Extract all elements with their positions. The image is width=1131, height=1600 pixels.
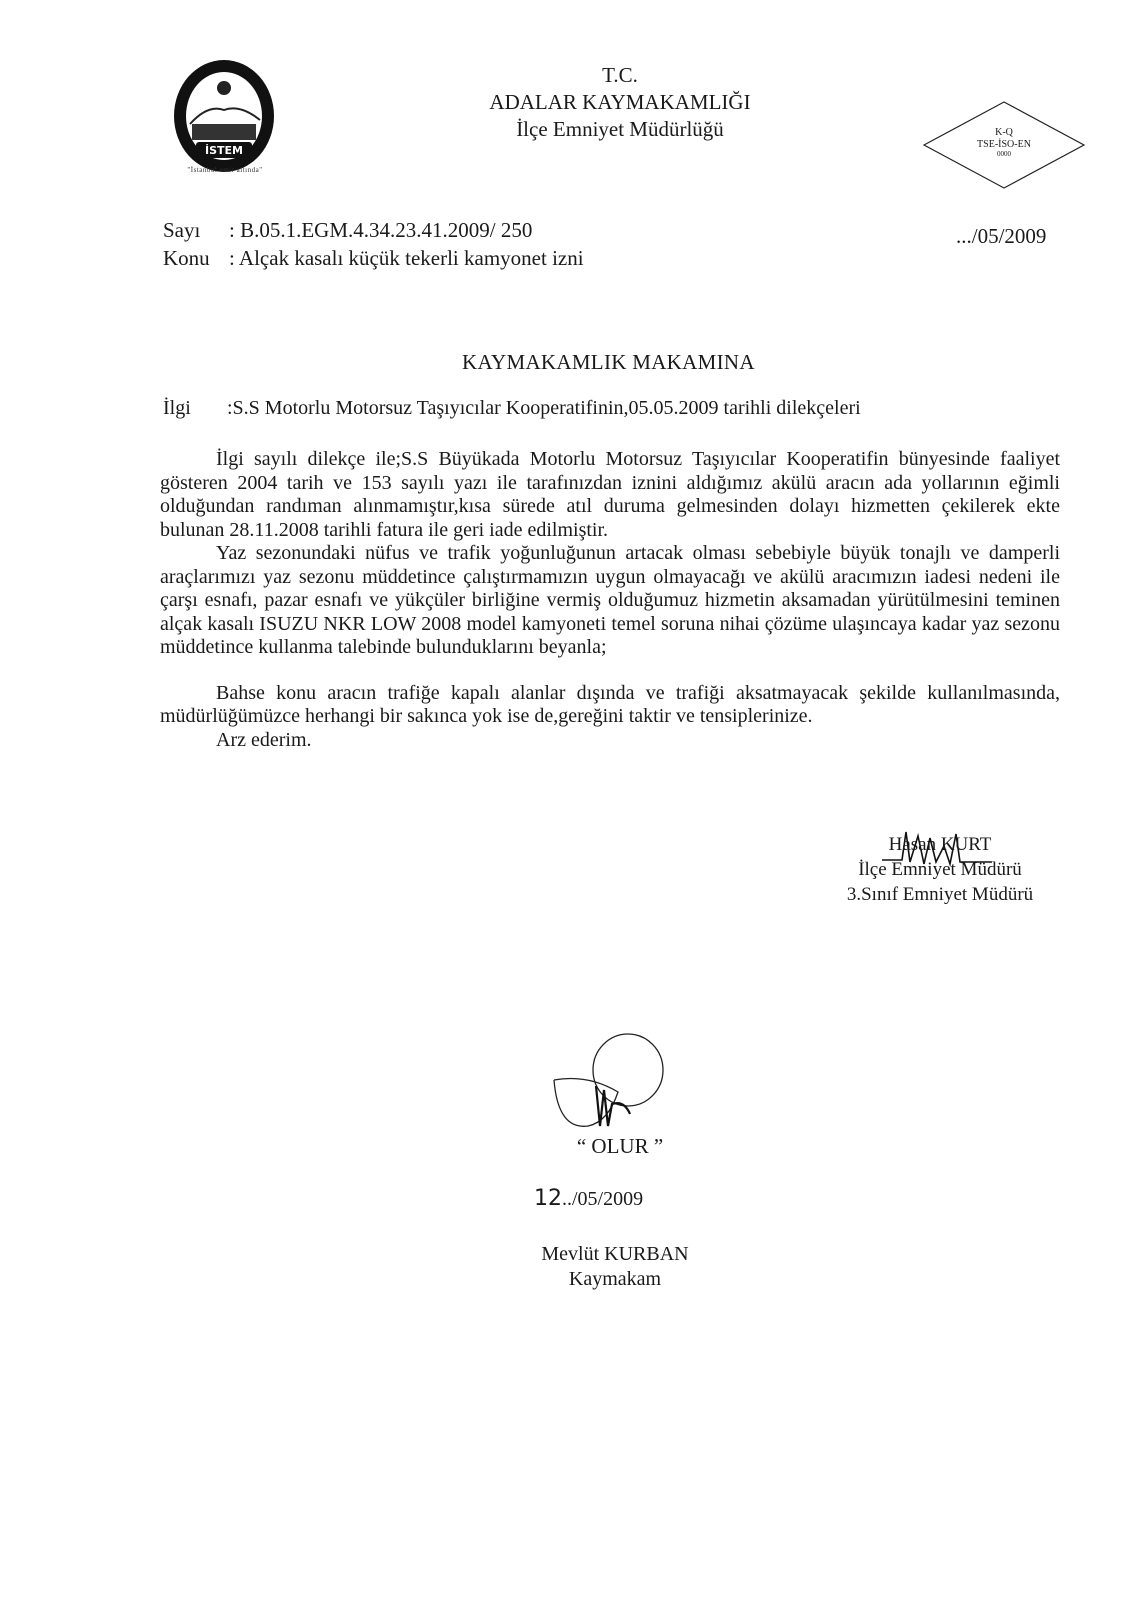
approver-name: Mevlüt KURBAN <box>541 1243 689 1265</box>
closing: Arz ederim. <box>216 728 312 751</box>
konu-label: Konu <box>163 246 210 270</box>
approval-signature-icon <box>548 1030 678 1140</box>
reference-value: :S.S Motorlu Motorsuz Taşıyıcılar Kooperatifinin,05.05.2009 tarihli dilekçeleri <box>227 397 861 419</box>
approval-date-handwritten: 12 <box>534 1186 562 1211</box>
reference-line <box>163 397 861 420</box>
approval-label: “ OLUR ” <box>576 1134 664 1158</box>
approval-date-rest: ../05/2009 <box>562 1188 644 1210</box>
header-line-1: T.C. <box>602 63 638 87</box>
konu-row <box>163 244 584 272</box>
document-meta <box>163 216 584 272</box>
approval-date <box>534 1186 643 1211</box>
body-paragraph-2: Yaz sezonundaki nüfus ve trafik yoğunluğunun artacak olması sebebiyle büyük tonajlı ve damperli araçlarımızı yaz sezonu müddetince çalıştırmamızın uygun olmayacağı ve akülü aracımızın iadesi nedeni ile çarşı esnafı, pazar esnafı ve yükçüler birliğine vermiş olduğumuz hizmetin aksamadan yürütülmesini teminen alçak kasalı ISUZU NKR LOW 2008 model kamyoneti temel soruna nihai çözüme ulaşıncaya kadar yaz sezonu müddetince kullanma talebinde bulunduklarını beyanla; <box>160 542 1060 658</box>
body-paragraph-1: İlgi sayılı dilekçe ile;S.S Büyükada Motorlu Motorsuz Taşıyıcılar Kooperatifin bünyesinde faaliyet gösteren 2004 tarih ve 153 sayılı yazı ile tarafınızdan iznini aldığımız akülü aracın ada yollarının eğimli olduğundan randıman alınmamıştır,kısa sürede atıl duruma gelmesinden dolayı hizmetten çekilerek ekte bulunan 28.11.2008 tarihli fatura ile geri iade edilmiştir. <box>160 448 1060 541</box>
addressee: KAYMAKAMLIK MAKAMINA <box>462 350 755 374</box>
svg-text:İSTEM: İSTEM <box>205 144 243 157</box>
police-logo <box>168 58 280 178</box>
approver-title: Kaymakam <box>568 1268 662 1290</box>
signatory-title-2: 3.Sınıf Emniyet Müdürü <box>846 884 1034 905</box>
letterhead <box>420 62 820 143</box>
konu-value: : Alçak kasalı küçük tekerli kamyonet izni <box>229 246 584 270</box>
approver-block <box>520 1242 710 1292</box>
header-line-3: İlçe Emniyet Müdürlüğü <box>516 117 724 141</box>
body-paragraph-3: Bahse konu aracın trafiğe kapalı alanlar dışında ve trafiği aksatmayacak şekilde kullanılmasında, müdürlüğümüzce herhangi bir sakınca yok ise de,gereğini taktir ve tensiplerinize. <box>160 681 1060 727</box>
sayi-value: : B.05.1.EGM.4.34.23.41.2009/ 250 <box>229 218 533 242</box>
signatory-title-1: İlçe Emniyet Müdürü <box>858 859 1022 880</box>
reference-label: İlgi <box>163 397 191 419</box>
document-date: .../05/2009 <box>956 224 1047 248</box>
quality-mark-text: K-Q TSE-İSO-EN 0000 <box>977 127 1031 158</box>
letter-body <box>160 448 1060 752</box>
sayi-row <box>163 216 584 244</box>
signatory-name: Hasan KURT <box>888 834 992 855</box>
logo-caption: "İstanbul emir altında" <box>187 166 263 174</box>
sayi-label: Sayı <box>163 218 201 242</box>
header-line-2: ADALAR KAYMAKAMLIĞI <box>489 90 751 114</box>
signatory-block <box>835 832 1045 907</box>
emblem-icon <box>168 58 280 178</box>
